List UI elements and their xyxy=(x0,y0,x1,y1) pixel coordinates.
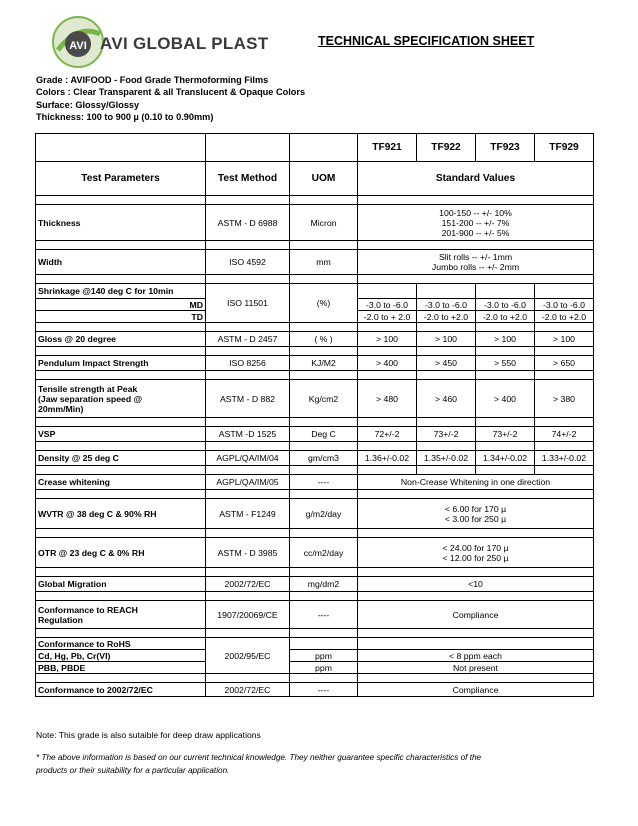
tensile-line-2: (Jaw separation speed @ xyxy=(38,393,143,404)
table-row-shrinkage-title xyxy=(36,284,594,299)
grade-tf929: TF929 xyxy=(535,134,594,162)
method-shrinkage: ISO 11501 xyxy=(206,284,290,323)
method-thickness: ASTM - D 6988 xyxy=(206,205,290,241)
uom-wvtr: g/m2/day xyxy=(290,499,358,529)
param-thickness: Thickness xyxy=(36,205,206,241)
colors-line: Colors : Clear Transparent & all Translucent & Opaque Colors xyxy=(36,87,306,98)
md-value-tf923: -3.0 to -6.0 xyxy=(476,299,535,311)
gloss-tf923: > 100 xyxy=(476,332,535,347)
table-row-thickness xyxy=(36,205,594,241)
method-width: ISO 4592 xyxy=(206,250,290,275)
shrinkage-md-label: MD xyxy=(36,299,206,311)
spacer-row xyxy=(36,241,594,250)
td-value-tf921: -2.0 to + 2.0 xyxy=(358,311,417,323)
spacer-row xyxy=(36,629,594,638)
param-shrinkage: Shrinkage @140 deg C for 10min xyxy=(36,284,206,299)
param-density: Density @ 25 deg C xyxy=(36,451,206,466)
uom-vsp: Deg C xyxy=(290,427,358,442)
pendulum-tf922: > 450 xyxy=(417,356,476,371)
spacer-row xyxy=(36,347,594,356)
md-value-tf929: -3.0 to -6.0 xyxy=(535,299,594,311)
pendulum-tf929: > 650 xyxy=(535,356,594,371)
table-row-density xyxy=(36,451,594,466)
param-wvtr: WVTR @ 38 deg C & 90% RH xyxy=(36,499,206,529)
method-density: AGPL/QA/IM/04 xyxy=(206,451,290,466)
rohs-line-3: PBB, PBDE xyxy=(36,662,206,674)
empty-cell xyxy=(36,134,206,162)
value-otr xyxy=(358,538,594,568)
table-row-conformance-2002 xyxy=(36,683,594,697)
method-vsp: ASTM -D 1525 xyxy=(206,427,290,442)
spec-table xyxy=(35,133,594,697)
brand-name: AVI GLOBAL PLAST xyxy=(100,34,269,53)
uom-reach: ---- xyxy=(290,601,358,629)
reach-line-1: Conformance to REACH xyxy=(38,604,138,615)
tensile-line-1: Tensile strength at Peak xyxy=(38,383,138,394)
spacer-row xyxy=(36,275,594,284)
td-value-tf922: -2.0 to +2.0 xyxy=(417,311,476,323)
method-tensile: ASTM - D 882 xyxy=(206,380,290,418)
method-gloss: ASTM - D 2457 xyxy=(206,332,290,347)
spacer-row xyxy=(36,568,594,577)
md-value-tf921: -3.0 to -6.0 xyxy=(358,299,417,311)
table-row-crease xyxy=(36,475,594,490)
param-crease: Crease whitening xyxy=(36,475,206,490)
table-row-wvtr xyxy=(36,499,594,529)
method-reach: 1907/20069/CE xyxy=(206,601,290,629)
tensile-tf921: > 480 xyxy=(358,380,417,418)
grade-tf921: TF921 xyxy=(358,134,417,162)
density-tf923: 1.34+/-0.02 xyxy=(476,451,535,466)
otr-170: < 24.00 for 170 µ xyxy=(442,542,509,553)
uom-tensile: Kg/cm2 xyxy=(290,380,358,418)
empty-cell xyxy=(290,134,358,162)
gloss-tf922: > 100 xyxy=(417,332,476,347)
note-text: Note: This grade is also sutaible for deep draw applications xyxy=(36,730,261,740)
table-row-gloss xyxy=(36,332,594,347)
header-test-parameters: Test Parameters xyxy=(36,162,206,196)
disclaimer-line-1: * The above information is based on our current technical knowledge. They neither guarantee specific characteristics of the xyxy=(36,753,482,762)
thickness-range-3: 201-900 -- +/- 5% xyxy=(441,227,510,238)
vsp-tf923: 73+/-2 xyxy=(476,427,535,442)
wvtr-250: < 3.00 for 250 µ xyxy=(444,513,507,524)
uom-width: mm xyxy=(290,250,358,275)
uom-density: gm/cm3 xyxy=(290,451,358,466)
grade-info xyxy=(36,74,305,123)
table-row-rohs-metals xyxy=(36,650,594,662)
rohs-line-1: Conformance to RoHS xyxy=(36,638,206,650)
thickness-range-2: 151-200 -- +/- 7% xyxy=(441,217,510,228)
value-reach: Compliance xyxy=(358,601,594,629)
spacer-row xyxy=(36,466,594,475)
param-width: Width xyxy=(36,250,206,275)
thickness-line: Thickness: 100 to 900 µ (0.10 to 0.90mm) xyxy=(36,111,214,122)
table-row-migration xyxy=(36,577,594,592)
width-jumbo: Jumbo rolls -- +/- 2mm xyxy=(431,262,520,272)
method-migration: 2002/72/EC xyxy=(206,577,290,592)
param-migration: Global Migration xyxy=(36,577,206,592)
density-tf921: 1.36+/-0.02 xyxy=(358,451,417,466)
spacer-row xyxy=(36,674,594,683)
tensile-tf923: > 400 xyxy=(476,380,535,418)
table-row-reach xyxy=(36,601,594,629)
vsp-tf922: 73+/-2 xyxy=(417,427,476,442)
td-value-tf923: -2.0 to +2.0 xyxy=(476,311,535,323)
value-width xyxy=(358,250,594,275)
value-conformance-2002: Compliance xyxy=(358,683,594,697)
header-test-method: Test Method xyxy=(206,162,290,196)
vsp-tf921: 72+/-2 xyxy=(358,427,417,442)
param-otr: OTR @ 23 deg C & 0% RH xyxy=(36,538,206,568)
grade-line: Grade : AVIFOOD - Food Grade Thermoforming Films xyxy=(36,75,269,85)
reach-line-2: Regulation xyxy=(38,614,83,625)
uom-gloss: ( % ) xyxy=(290,332,358,347)
uom-shrinkage: (%) xyxy=(290,284,358,323)
grade-tf922: TF922 xyxy=(417,134,476,162)
tensile-tf922: > 460 xyxy=(417,380,476,418)
param-conformance-2002: Conformance to 2002/72/EC xyxy=(36,683,206,697)
method-pendulum: ISO 8256 xyxy=(206,356,290,371)
uom-rohs-metals: ppm xyxy=(290,650,358,662)
grade-tf923: TF923 xyxy=(476,134,535,162)
table-row-rohs-pbb xyxy=(36,662,594,674)
method-otr: ASTM - D 3985 xyxy=(206,538,290,568)
logo-emblem-text: AVI xyxy=(69,40,87,52)
md-value-tf922: -3.0 to -6.0 xyxy=(417,299,476,311)
grade-header-row xyxy=(36,134,594,162)
value-migration: <10 xyxy=(358,577,594,592)
table-row-tensile xyxy=(36,380,594,418)
param-gloss: Gloss @ 20 degree xyxy=(36,332,206,347)
width-slit: Slit rolls -- +/- 1mm xyxy=(438,252,513,262)
spacer-row xyxy=(36,418,594,427)
uom-migration: mg/dm2 xyxy=(290,577,358,592)
rohs-line-2: Cd, Hg, Pb, Cr(VI) xyxy=(36,650,206,662)
spacer-row xyxy=(36,323,594,332)
param-reach xyxy=(36,601,206,629)
vsp-tf929: 74+/-2 xyxy=(535,427,594,442)
uom-pendulum: KJ/M2 xyxy=(290,356,358,371)
param-pendulum: Pendulum Impact Strength xyxy=(36,356,206,371)
value-rohs-pbb: Not present xyxy=(358,662,594,674)
wvtr-170: < 6.00 for 170 µ xyxy=(444,503,507,514)
table-row-otr xyxy=(36,538,594,568)
uom-thickness: Micron xyxy=(290,205,358,241)
uom-otr: cc/m2/day xyxy=(290,538,358,568)
value-wvtr xyxy=(358,499,594,529)
param-tensile xyxy=(36,380,206,418)
method-conformance-2002: 2002/72/EC xyxy=(206,683,290,697)
tensile-tf929: > 380 xyxy=(535,380,594,418)
spacer-row xyxy=(36,490,594,499)
spacer-row xyxy=(36,442,594,451)
uom-rohs-pbb: ppm xyxy=(290,662,358,674)
gloss-tf929: > 100 xyxy=(535,332,594,347)
table-row-width xyxy=(36,250,594,275)
spacer-row xyxy=(36,529,594,538)
param-vsp: VSP xyxy=(36,427,206,442)
otr-250: < 12.00 for 250 µ xyxy=(442,552,509,563)
table-row-pendulum xyxy=(36,356,594,371)
pendulum-tf923: > 550 xyxy=(476,356,535,371)
density-tf929: 1.33+/-0.02 xyxy=(535,451,594,466)
empty-cell xyxy=(206,134,290,162)
td-value-tf929: -2.0 to +2.0 xyxy=(535,311,594,323)
spacer-row xyxy=(36,592,594,601)
shrinkage-td-label: TD xyxy=(36,311,206,323)
table-row-vsp xyxy=(36,427,594,442)
gloss-tf921: > 100 xyxy=(358,332,417,347)
surface-line: Surface: Glossy/Glossy xyxy=(36,99,140,110)
disclaimer-line-2: products or their suitability for a particular application. xyxy=(36,765,230,775)
header-uom: UOM xyxy=(290,162,358,196)
column-header-row xyxy=(36,162,594,196)
value-thickness xyxy=(358,205,594,241)
table-row-rohs-title xyxy=(36,638,594,650)
method-rohs: 2002/95/EC xyxy=(206,638,290,674)
spacer-row xyxy=(36,371,594,380)
pendulum-tf921: > 400 xyxy=(358,356,417,371)
method-crease: AGPL/QA/IM/05 xyxy=(206,475,290,490)
thickness-range-1: 100-150 -- +/- 10% xyxy=(439,207,512,218)
density-tf922: 1.35+/-0.02 xyxy=(417,451,476,466)
uom-crease: ---- xyxy=(290,475,358,490)
tensile-line-3: 20mm/Min) xyxy=(38,403,84,414)
header-standard-values: Standard Values xyxy=(358,162,594,196)
page-title: TECHNICAL SPECIFICATION SHEET xyxy=(318,34,535,48)
spacer-row xyxy=(36,196,594,205)
value-crease: Non-Crease Whitening in one direction xyxy=(358,475,594,490)
method-wvtr: ASTM - F1249 xyxy=(206,499,290,529)
value-rohs-metals: < 8 ppm each xyxy=(358,650,594,662)
disclaimer xyxy=(36,752,556,777)
uom-conformance-2002: ---- xyxy=(290,683,358,697)
